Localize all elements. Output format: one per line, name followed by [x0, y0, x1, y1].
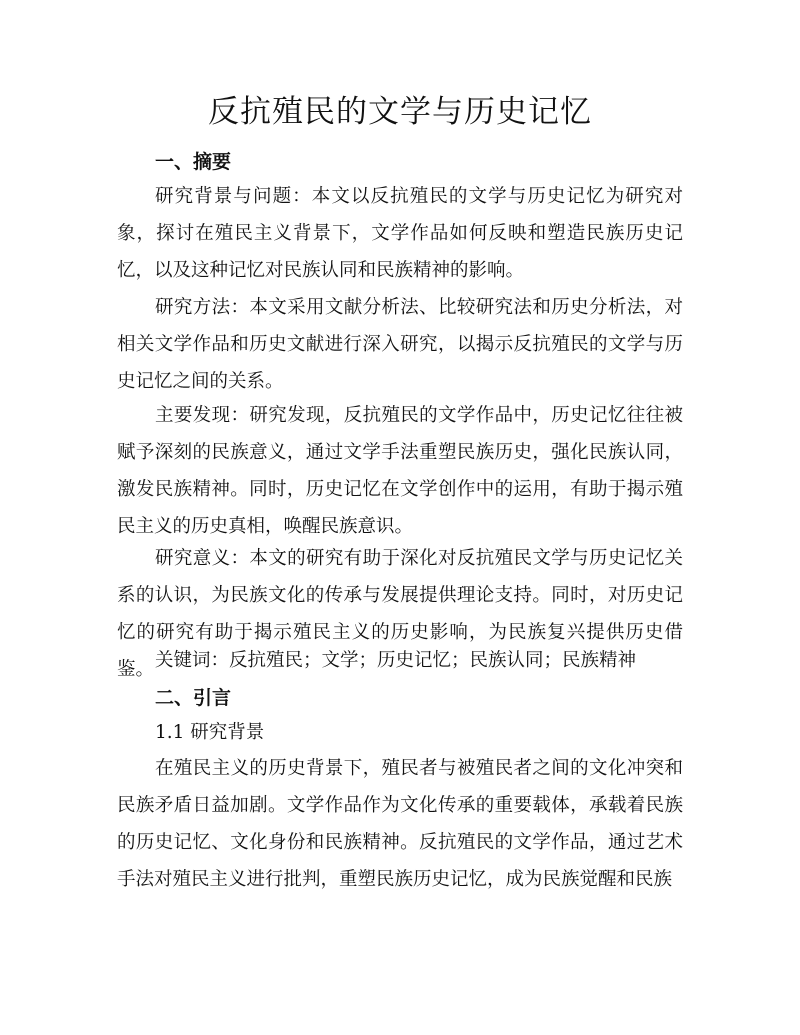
abstract-methods-paragraph: 研究方法：本文采用文献分析法、比较研究法和历史分析法，对相关文学作品和历史文献进行深入研究，以揭示反抗殖民的文学与历史记忆之间的关系。: [117, 297, 683, 392]
abstract-findings-paragraph: 主要发现：研究发现，反抗殖民的文学作品中，历史记忆往往被赋予深刻的民族意义，通过文学手法重塑民族历史，强化民族认同，激发民族精神。同时，历史记忆在文学创作中的运用，有助于揭示殖民主义的历史真相，唤醒民族意识。: [117, 405, 683, 537]
abstract-significance-paragraph: 研究意义：本文的研究有助于深化对反抗殖民文学与历史记忆关系的认识，为民族文化的传承与发展提供理论支持。同时，对历史记忆的研究有助于揭示殖民主义的历史影响，为民族复兴提供历史借鉴。: [117, 548, 683, 680]
keywords-line: 关键词：反抗殖民；文学；历史记忆；民族认同；民族精神: [155, 650, 637, 671]
research-background-subheading: 1.1 研究背景: [155, 722, 265, 743]
abstract-heading: 一、摘要: [155, 151, 232, 173]
document-title: 反抗殖民的文学与历史记忆: [208, 94, 592, 130]
introduction-paragraph: 在殖民主义的历史背景下，殖民者与被殖民者之间的文化冲突和民族矛盾日益加剧。文学作品作为文化传承的重要载体，承载着民族的历史记忆、文化身份和民族精神。反抗殖民的文学作品，通过艺术手法对殖民主义进行批判，重塑民族历史记忆，成为民族觉醒和民族: [117, 758, 683, 890]
abstract-background-paragraph: 研究背景与问题：本文以反抗殖民的文学与历史记忆为研究对象，探讨在殖民主义背景下，文学作品如何反映和塑造民族历史记忆，以及这种记忆对民族认同和民族精神的影响。: [117, 186, 683, 281]
introduction-heading: 二、引言: [155, 687, 232, 709]
